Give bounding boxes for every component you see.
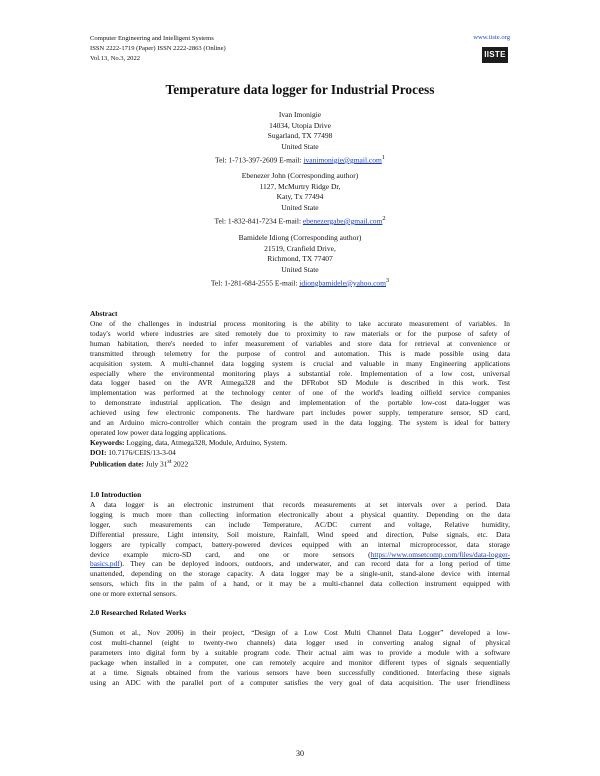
author-country: United State — [281, 203, 319, 213]
abstract-line: One of the challenges in industrial process monitoring is the ability to take accurate measurement of variables. In — [90, 319, 510, 328]
abstract-line: operated low power data logging applications. — [90, 427, 227, 437]
page-number: 30 — [296, 749, 304, 758]
introduction-body — [90, 500, 510, 599]
paragraph-line: A data logger is an electronic instrument that records measurements at set intervals over a period. Data — [90, 500, 510, 509]
author-block-1 — [90, 110, 510, 166]
doi-line — [90, 448, 510, 458]
journal-issn: ISSN 2222-1719 (Paper) ISSN 2222-2863 (Online) — [90, 44, 226, 52]
author-email-link[interactable]: ebenezergabe@gmail.com — [302, 216, 383, 226]
paragraph-line: one or more external sensors. — [90, 589, 177, 599]
author-country: United State — [281, 142, 319, 152]
paragraph-line: logging is much more than collecting information electronically about a physical quantity. Depending on the data — [90, 509, 510, 519]
author-email-link[interactable]: ivanimonigie@gmail.com — [303, 155, 382, 165]
author-phone: Tel: 1-281-684-2555 E-mail: — [210, 278, 300, 288]
publication-date-year: 2022 — [171, 459, 189, 469]
paragraph-line: parameters into digital form by a suitable program code. Their actual aim was to provide a module with a software — [90, 647, 510, 657]
abstract-line: achieved using few electronic components. The hardware part includes power supply, temperature sensor, SD card, — [90, 408, 510, 418]
author-superscript: 2 — [382, 214, 386, 222]
paragraph-line: at a time. Signals obtained from the various sensors have been successfully conditioned. Interfacing these signals — [90, 667, 510, 677]
author-address: 14034, Utopia Drive — [269, 120, 331, 130]
author-phone: Tel: 1-832-841-7234 E-mail: — [214, 216, 303, 226]
author-name: Ebenezer John (Corresponding author) — [241, 171, 359, 180]
abstract-heading-text: Abstract — [90, 309, 118, 318]
abstract-line: data logger based on the AVR Atmega328 and the DFRobot SD Module is described in this work. Test — [90, 378, 510, 388]
paragraph-line — [90, 559, 510, 569]
author-name: Ivan Imonigie — [278, 110, 322, 119]
author-block-2 — [90, 171, 510, 227]
abstract-line: human habitation, there's needed to infer measurement of variables and store data for retrieval at convenience or — [90, 338, 510, 348]
abstract-line: transmitted through telemetry for the purpose of control and automation. This is made possible using data — [90, 348, 510, 358]
author-superscript: 3 — [385, 276, 390, 284]
paragraph-line — [90, 550, 510, 560]
author-superscript: 1 — [381, 153, 385, 161]
paragraph-text: ). They can be deployed indoors, outdoors, and underwater, and can record data for a long period of time — [119, 559, 510, 569]
paragraph-line: loggers are typically compact, battery-powered devices equipped with an internal microprocessor, data storage — [90, 539, 510, 549]
author-contact — [90, 276, 510, 289]
paragraph-line: cost multi-channel (eight to twenty-two channels) data logger used in converting analog signal of physical — [90, 637, 510, 647]
paper-metadata — [90, 438, 510, 469]
abstract-line: acquisition system. A multi-channel data logging system is crucial and valuable in many Engineering applications — [90, 358, 510, 368]
section-heading-text: 2.0 Researched Related Works — [90, 608, 187, 617]
journal-header — [90, 34, 226, 63]
author-name: Bamidele Idiong (Corresponding author) — [238, 233, 362, 242]
related-works-body — [90, 628, 510, 687]
section-heading-related-works — [90, 608, 510, 618]
keywords-line — [90, 438, 510, 448]
author-email-link[interactable]: idiongbamidele@yahoo.com — [299, 278, 386, 288]
doi-value: 10.7176/CEIS/13-3-04 — [106, 447, 176, 457]
abstract-heading — [90, 309, 510, 319]
paragraph-line: using an ADC with the parallel port of a computer satisfies the very goal of data acquisition. The user friendliness — [90, 677, 510, 687]
author-country: United State — [281, 265, 319, 275]
publication-date-suffix: st — [167, 458, 172, 465]
author-city: Richmond, TX 77407 — [267, 254, 333, 264]
author-contact — [90, 214, 510, 227]
abstract-line: and an Arduino micro-controller which contain the program used in the data logging. The system is ideal for battery — [90, 418, 510, 428]
author-phone: Tel: 1-713-397-2609 E-mail: — [215, 155, 304, 165]
reference-link-continued[interactable]: basics.pdf — [90, 559, 120, 569]
author-contact — [90, 153, 510, 166]
paragraph-line: sensors, which fits in the palm of a hand, or it may be a multi-channel data collection instrument equipped with — [90, 579, 510, 589]
iiste-logo: IISTE — [482, 47, 508, 63]
paragraph-text: device example micro-SD card, and one or more sensors ( — [90, 549, 371, 559]
publication-date-line — [90, 458, 510, 469]
abstract-line: especially where the environmental monitoring plays a substantial role. Implementation of a low cost, universal — [90, 368, 510, 378]
journal-website-link[interactable]: www.iiste.org — [473, 34, 510, 41]
paragraph-line: unattended, depending on the storage capacity. A data logger may be a single-unit, stand-alone device with internal — [90, 569, 510, 579]
author-address: 1127, McMurtry Ridge Dr, — [259, 181, 341, 191]
paragraph-line: logger, such measurements can include Temperature, AC/DC current and voltage, Relative humidity, — [90, 519, 510, 529]
publication-date-label: Publication date: — [90, 459, 144, 469]
paragraph-line: package when installed in a computer, one can remotely acquire and monitor different types of signals sequentially — [90, 657, 510, 667]
paragraph-line: (Sumon et al., Nov 2006) in their project, “Design of a Low Cost Multi Channel Data Logger” developed a low- — [90, 628, 510, 637]
abstract-line: implementation was performed at the technology center of one of the world's leading oilfield service companies — [90, 388, 510, 398]
section-heading-introduction — [90, 490, 510, 500]
doi-label: DOI: — [90, 447, 107, 457]
abstract-line: today's world where industries are sited remotely due to proximity to raw materials or for the purpose of safety of — [90, 328, 510, 338]
paragraph-line: Differential pressure, Light intensity, Soil moisture, Rainfall, Wind speed and direction, Pulse signals, etc. Data — [90, 529, 510, 539]
author-city: Sugarland, TX 77498 — [267, 131, 333, 141]
section-heading-text: 1.0 Introduction — [90, 490, 142, 499]
abstract-line: to demonstrate industrial application. The design and implementation of the portable low-cost data-logger was — [90, 398, 510, 408]
journal-name: Computer Engineering and Intelligent Systems — [90, 35, 214, 42]
author-city: Katy, Tx 77494 — [276, 192, 324, 202]
author-address: 21519, Cranfield Drive, — [264, 243, 336, 253]
keywords-label: Keywords: — [90, 438, 125, 447]
keywords-value: Logging, data, Atmega328, Module, Arduino, System. — [124, 438, 288, 447]
publication-date-value: July 31 — [144, 459, 168, 469]
reference-link[interactable]: https://www.omsetcomp.com/files/data-logger- — [370, 549, 510, 559]
paper-title: Temperature data logger for Industrial Process — [165, 82, 435, 97]
author-block-3 — [90, 233, 510, 289]
journal-volume: Vol.13, No.3, 2022 — [90, 54, 141, 62]
abstract-body — [90, 319, 510, 438]
